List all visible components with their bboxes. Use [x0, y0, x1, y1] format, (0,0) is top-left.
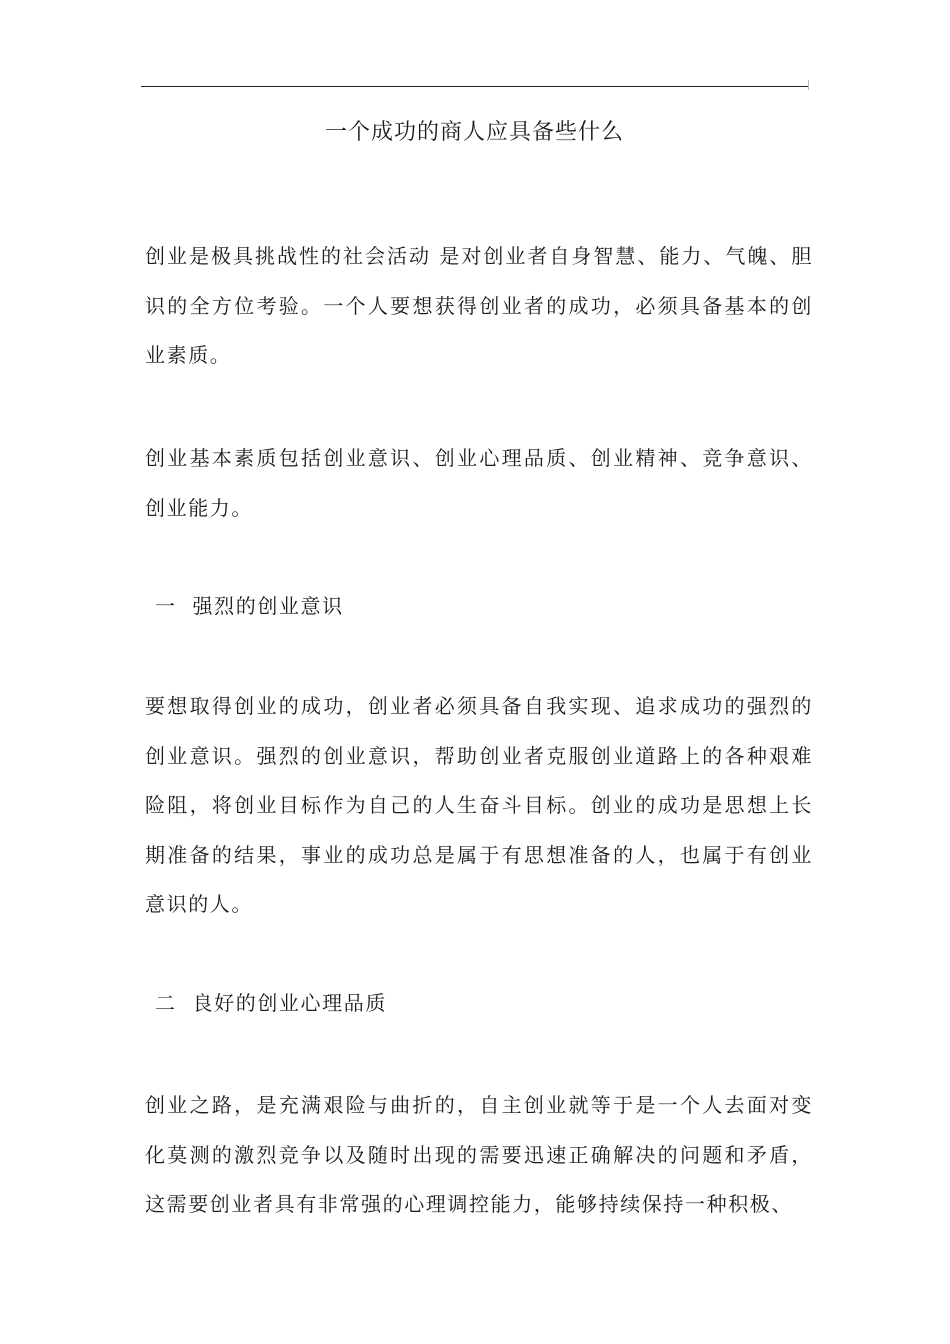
paragraph-basic-qualities: 创业基本素质包括创业意识、创业心理品质、创业精神、竞争意识、创业能力。 [145, 446, 813, 520]
document-title: 一个成功的商人应具备些什么 [324, 120, 624, 145]
paragraph-section-2: 创业之路，是充满艰险与曲折的，自主创业就等于是一个人去面对变化莫测的激烈竞争以及随时出现的需要迅速正确解决的问题和矛盾，这需要创业者具有非常强的心理调控能力，能够持续保持一种积极、 [145, 1093, 813, 1217]
header-rule-tick [808, 80, 809, 90]
paragraph-section-1: 要想取得创业的成功，创业者必须具备自我实现、追求成功的强烈的创业意识。强烈的创业意识，帮助创业者克服创业道路上的各种艰难险阻，将创业目标作为自己的人生奋斗目标。创业的成功是思想上长期准备的结果，事业的成功总是属于有思想准备的人，也属于有创业意识的人。 [145, 694, 813, 917]
section-heading-2: 二 良好的创业心理品质 [155, 991, 387, 1015]
paragraph-intro: 创业是极具挑战性的社会活动 是对创业者自身智慧、能力、气魄、胆识的全方位考验。一个人要想获得创业者的成功，必须具备基本的创业素质。 [145, 244, 813, 368]
section-heading-1: 一 强烈的创业意识 [155, 594, 344, 618]
header-rule [141, 86, 808, 87]
